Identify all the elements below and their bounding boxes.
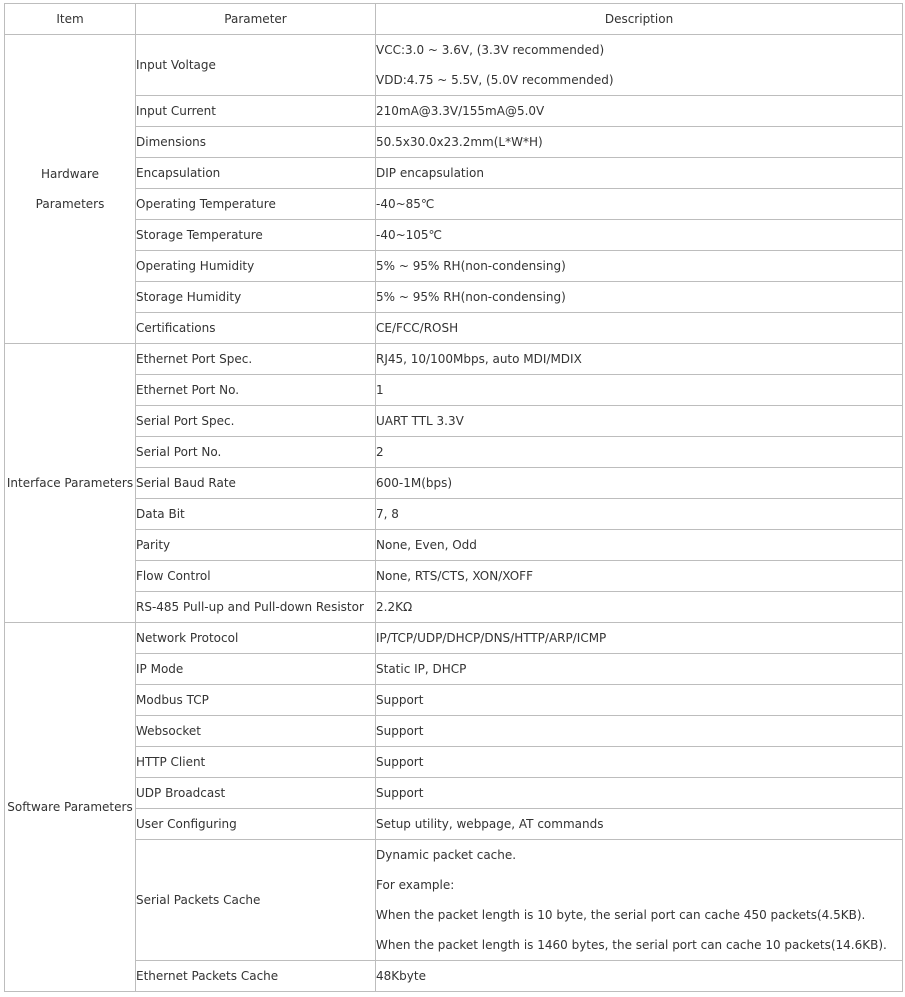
group-label xyxy=(5,35,136,344)
description-cell xyxy=(376,344,903,375)
description-line: None, Even, Odd xyxy=(376,537,477,552)
parameter-cell: Operating Temperature xyxy=(136,189,376,220)
description-line: None, RTS/CTS, XON/XOFF xyxy=(376,568,533,583)
description-cell xyxy=(376,499,903,530)
spec-table-body xyxy=(5,4,903,992)
parameter-cell: Serial Port Spec. xyxy=(136,406,376,437)
table-row xyxy=(5,499,903,530)
parameter-cell: Serial Packets Cache xyxy=(136,840,376,961)
group-label-line: Hardware xyxy=(41,166,99,181)
description-cell xyxy=(376,406,903,437)
description-line: VDD:4.75 ~ 5.5V, (5.0V recommended) xyxy=(376,72,614,87)
parameter-cell: RS-485 Pull-up and Pull-down Resistor xyxy=(136,592,376,623)
table-row xyxy=(5,344,903,375)
parameter-cell: Storage Temperature xyxy=(136,220,376,251)
table-row xyxy=(5,716,903,747)
description-cell xyxy=(376,778,903,809)
description-cell xyxy=(376,251,903,282)
table-row xyxy=(5,127,903,158)
table-row xyxy=(5,592,903,623)
description-cell xyxy=(376,685,903,716)
table-row xyxy=(5,35,903,96)
description-line: 210mA@3.3V/155mA@5.0V xyxy=(376,103,545,118)
parameter-cell: Data Bit xyxy=(136,499,376,530)
parameter-cell: User Configuring xyxy=(136,809,376,840)
description-cell xyxy=(376,282,903,313)
description-line: VCC:3.0 ~ 3.6V, (3.3V recommended) xyxy=(376,42,605,57)
table-row xyxy=(5,778,903,809)
parameter-cell: Parity xyxy=(136,530,376,561)
table-row xyxy=(5,654,903,685)
group-label-line: Software Parameters xyxy=(7,799,133,814)
parameter-cell: Websocket xyxy=(136,716,376,747)
description-cell xyxy=(376,592,903,623)
description-cell xyxy=(376,809,903,840)
parameter-cell: Ethernet Port No. xyxy=(136,375,376,406)
table-row xyxy=(5,961,903,992)
description-cell xyxy=(376,654,903,685)
description-line: 5% ~ 95% RH(non-condensing) xyxy=(376,289,566,304)
description-line: DIP encapsulation xyxy=(376,165,484,180)
parameter-cell: Ethernet Port Spec. xyxy=(136,344,376,375)
description-line: UART TTL 3.3V xyxy=(376,413,464,428)
table-row xyxy=(5,282,903,313)
table-row xyxy=(5,375,903,406)
table-row xyxy=(5,437,903,468)
description-cell xyxy=(376,468,903,499)
parameter-cell: Dimensions xyxy=(136,127,376,158)
parameter-cell: Serial Baud Rate xyxy=(136,468,376,499)
description-line: When the packet length is 1460 bytes, the serial port can cache 10 packets(14.6KB). xyxy=(376,937,887,952)
group-label xyxy=(5,623,136,992)
description-line: Static IP, DHCP xyxy=(376,661,467,676)
description-cell xyxy=(376,158,903,189)
description-cell xyxy=(376,961,903,992)
description-cell xyxy=(376,127,903,158)
parameter-cell: UDP Broadcast xyxy=(136,778,376,809)
description-cell xyxy=(376,313,903,344)
parameter-cell: Input Current xyxy=(136,96,376,127)
parameter-cell: Operating Humidity xyxy=(136,251,376,282)
description-line: Support xyxy=(376,754,424,769)
description-cell xyxy=(376,35,903,96)
spec-table xyxy=(4,3,903,992)
parameter-cell: Modbus TCP xyxy=(136,685,376,716)
header-description: Description xyxy=(376,4,903,35)
description-cell xyxy=(376,623,903,654)
description-line: Support xyxy=(376,692,424,707)
description-line: -40~85℃ xyxy=(376,196,435,211)
description-line: CE/FCC/ROSH xyxy=(376,320,459,335)
table-row xyxy=(5,530,903,561)
description-line: -40~105℃ xyxy=(376,227,443,242)
table-row xyxy=(5,96,903,127)
description-cell xyxy=(376,96,903,127)
description-line: Dynamic packet cache. xyxy=(376,847,517,862)
parameter-cell: Ethernet Packets Cache xyxy=(136,961,376,992)
description-line: 5% ~ 95% RH(non-condensing) xyxy=(376,258,566,273)
parameter-cell: Input Voltage xyxy=(136,35,376,96)
description-line: 2 xyxy=(376,444,384,459)
description-cell xyxy=(376,375,903,406)
description-line: 1 xyxy=(376,382,384,397)
table-row xyxy=(5,747,903,778)
description-cell xyxy=(376,220,903,251)
parameter-cell: Certifications xyxy=(136,313,376,344)
parameter-cell: HTTP Client xyxy=(136,747,376,778)
group-label-line: Parameters xyxy=(35,196,105,211)
table-row xyxy=(5,468,903,499)
description-cell xyxy=(376,189,903,220)
description-line: RJ45, 10/100Mbps, auto MDI/MDIX xyxy=(376,351,582,366)
group-label xyxy=(5,344,136,623)
description-cell xyxy=(376,437,903,468)
description-cell xyxy=(376,747,903,778)
description-line: IP/TCP/UDP/DHCP/DNS/HTTP/ARP/ICMP xyxy=(376,630,607,645)
description-cell xyxy=(376,716,903,747)
parameter-cell: Serial Port No. xyxy=(136,437,376,468)
parameter-cell: IP Mode xyxy=(136,654,376,685)
description-line: 50.5x30.0x23.2mm(L*W*H) xyxy=(376,134,543,149)
description-cell xyxy=(376,840,903,961)
table-row xyxy=(5,220,903,251)
table-header-row xyxy=(5,4,903,35)
description-line: Support xyxy=(376,785,424,800)
description-line: When the packet length is 10 byte, the serial port can cache 450 packets(4.5KB). xyxy=(376,907,866,922)
table-row xyxy=(5,685,903,716)
table-row xyxy=(5,189,903,220)
parameter-cell: Flow Control xyxy=(136,561,376,592)
table-row xyxy=(5,251,903,282)
description-line: 600-1M(bps) xyxy=(376,475,453,490)
parameter-cell: Encapsulation xyxy=(136,158,376,189)
description-cell xyxy=(376,530,903,561)
description-line: For example: xyxy=(376,877,455,892)
table-row xyxy=(5,406,903,437)
parameter-cell: Network Protocol xyxy=(136,623,376,654)
description-line: 48Kbyte xyxy=(376,968,426,983)
description-line: Support xyxy=(376,723,424,738)
header-parameter: Parameter xyxy=(136,4,376,35)
table-row xyxy=(5,561,903,592)
table-row xyxy=(5,809,903,840)
table-row xyxy=(5,840,903,961)
table-row xyxy=(5,313,903,344)
description-line: Setup utility, webpage, AT commands xyxy=(376,816,604,831)
table-row xyxy=(5,623,903,654)
table-row xyxy=(5,158,903,189)
description-line: 2.2KΩ xyxy=(376,599,413,614)
parameter-cell: Storage Humidity xyxy=(136,282,376,313)
description-cell xyxy=(376,561,903,592)
group-label-line: Interface Parameters xyxy=(6,475,134,490)
description-line: 7, 8 xyxy=(376,506,399,521)
header-item: Item xyxy=(5,4,136,35)
